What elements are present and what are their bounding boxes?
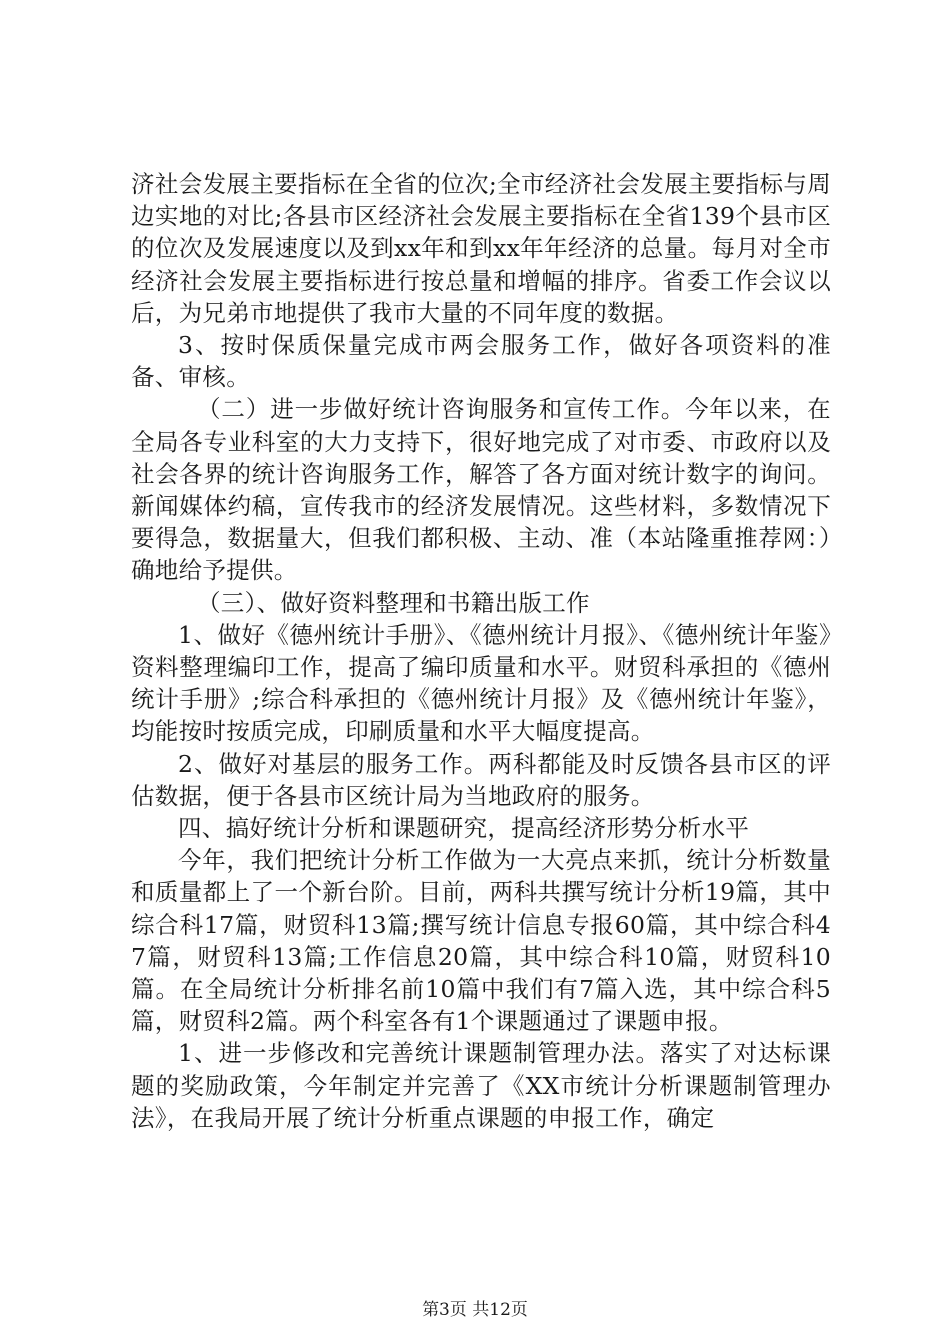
paragraph-section-2: （二）进一步做好统计咨询服务和宣传工作。今年以来，在全局各专业科室的大力支持下，很好地完成了对市委、市政府以及社会各界的统计咨询服务工作，解答了各方面对统计数字的询问。新闻媒体约稿，宣传我市的经济发展情况。这些材料，多数情况下要得急，数据量大，但我们都积极、主动、准（本站隆重推荐网：）确地给予提供。 xyxy=(131,395,831,585)
paragraph-item-1-manuals: 1、做好《德州统计手册》、《德州统计月报》、《德州统计年鉴》资料整理编印工作，提高了编印质量和水平。财贸科承担的《德州统计手册》;综合科承担的《德州统计月报》及《德州统计年鉴》，均能按时按质完成，印刷质量和水平大幅度提高。 xyxy=(131,620,831,746)
heading-section-4: 四、搞好统计分析和课题研究，提高经济形势分析水平 xyxy=(178,814,750,843)
page-number-footer: 第3页 共12页 xyxy=(422,1300,528,1320)
paragraph-analysis-summary: 今年，我们把统计分析工作做为一大亮点来抓，统计分析数量和质量都上了一个新台阶。目前，两科共撰写统计分析19篇，其中综合科17篇，财贸科13篇;撰写统计信息专报60篇，其中综合科47篇，财贸科13篇;工作信息20篇，其中综合科10篇，财贸科10篇。在全局统计分析排名前10篇中我们有7篇入选，其中综合科5篇，财贸科2篇。两个科室各有1个课题通过了课题申报。 xyxy=(131,846,831,1036)
paragraph-item-1-research: 1、进一步修改和完善统计课题制管理办法。落实了对达标课题的奖励政策，今年制定并完善了《XX市统计分析课题制管理办法》，在我局开展了统计分析重点课题的申报工作，确定 xyxy=(131,1039,831,1132)
paragraph-item-2-grassroots: 2、做好对基层的服务工作。两科都能及时反馈各县市区的评估数据，便于各县市区统计局为当地政府的服务。 xyxy=(131,749,831,810)
heading-section-3: （三）、做好资料整理和书籍出版工作 xyxy=(197,588,590,617)
document-body xyxy=(131,168,831,1134)
paragraph-item-3: 3、按时保质保量完成市两会服务工作，做好各项资料的准备、审核。 xyxy=(131,331,831,392)
paragraph-continued: 济社会发展主要指标在全省的位次;全市经济社会发展主要指标与周边实地的对比;各县市区经济社会发展主要指标在全省139个县市区的位次及发展速度以及到xx年和到xx年年经济的总量。每月对全市经济社会发展主要指标进行按总量和增幅的排序。省委工作会议以后，为兄弟市地提供了我市大量的不同年度的数据。 xyxy=(131,170,831,327)
